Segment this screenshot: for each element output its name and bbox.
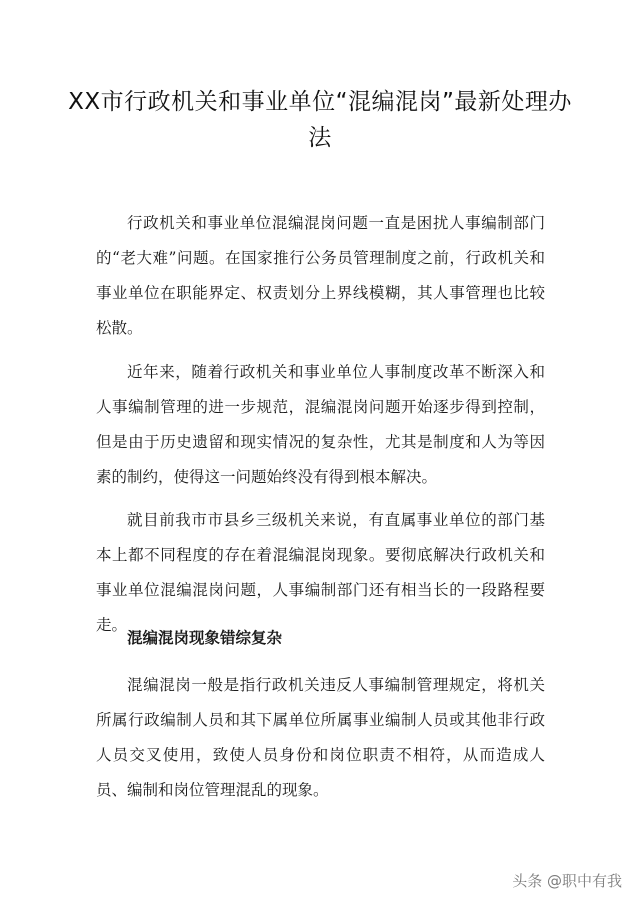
paragraph-current-situation: 就目前我市市县乡三级机关来说，有直属事业单位的部门基本上都不同程度的存在着混编混岗现象。要彻底解决行政机关和事业单位混编混岗问题，人事编制部门还有相当长的一段路程要走。 [96,511,545,634]
paragraph-intro: 行政机关和事业单位混编混岗问题一直是困扰人事编制部门的“老大难”问题。在国家推行公务员管理制度之前，行政机关和事业单位在职能界定、权责划分上界线模糊，其人事管理也比较松散。 [96,214,545,337]
document-title: XX市行政机关和事业单位“混编混岗”最新处理办法 [68,89,572,151]
paragraph-recent-years: 近年来，随着行政机关和事业单位人事制度改革不断深入和人事编制管理的进一步规范，混编混岗问题开始逐步得到控制，但是由于历史遗留和现实情况的复杂性，尤其是制度和人为等因素的制约，使得这一问题始终没有得到根本解决。 [96,363,545,486]
watermark: 头条 @职中有我 [512,872,622,890]
section-heading: 混编混岗现象错综复杂 [127,628,283,647]
paragraph-definition: 混编混岗一般是指行政机关违反人事编制管理规定，将机关所属行政编制人员和其下属单位所属事业编制人员或其他非行政人员交叉使用，致使人员身份和岗位职责不相符，从而造成人员、编制和岗位管理混乱的现象。 [96,676,545,799]
